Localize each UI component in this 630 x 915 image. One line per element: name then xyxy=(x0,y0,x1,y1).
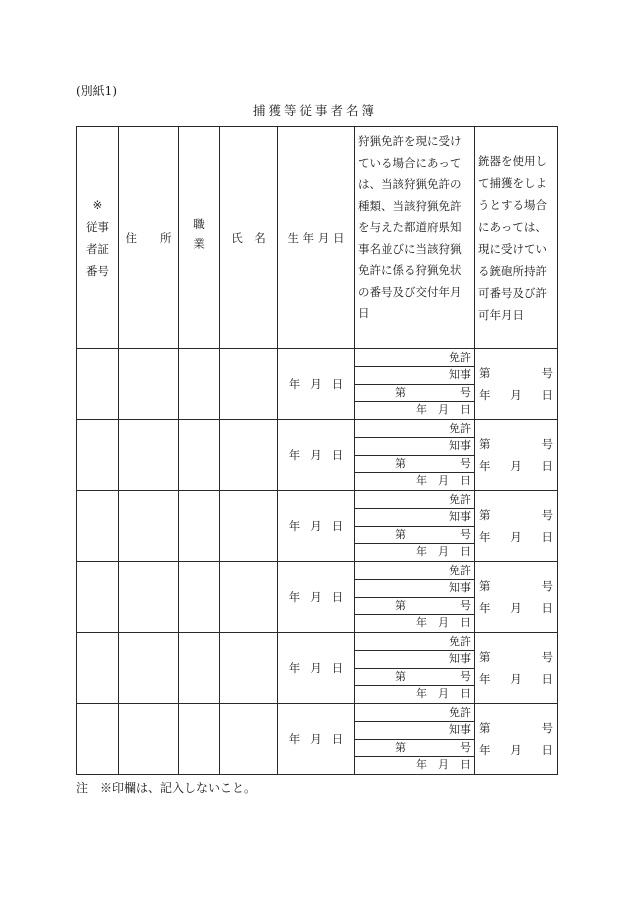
gun-date-day: 日 xyxy=(541,388,553,402)
license-number-suffix: 号 xyxy=(460,740,471,754)
dob-day: 日 xyxy=(331,590,344,604)
gl-line: 可番号及び許 xyxy=(478,285,547,300)
license-subtable xyxy=(355,705,474,774)
dob-day: 日 xyxy=(331,377,344,391)
gun-number xyxy=(479,717,553,739)
occupation-cell[interactable] xyxy=(179,349,220,420)
name-cell[interactable] xyxy=(220,491,278,562)
register-table xyxy=(76,126,558,775)
gun-date-day: 日 xyxy=(541,743,553,757)
license-subtable xyxy=(355,634,474,703)
license-number-prefix: 第 xyxy=(395,527,406,541)
license-number xyxy=(355,669,474,687)
hunting-license-cell[interactable] xyxy=(355,349,475,420)
gun-date xyxy=(479,455,553,477)
gl-line: て捕獲をしよ xyxy=(478,175,547,190)
name-cell[interactable] xyxy=(220,633,278,704)
license-kind: 免許 xyxy=(355,492,474,509)
dob-cell[interactable] xyxy=(278,562,355,633)
occupation-cell[interactable] xyxy=(179,633,220,704)
license-number xyxy=(355,598,474,616)
gun-date-day: 日 xyxy=(541,459,553,473)
mark-symbol: ※ xyxy=(92,197,103,212)
license-number-suffix: 号 xyxy=(460,527,471,541)
occupation-cell[interactable] xyxy=(179,491,220,562)
dob-month: 月 xyxy=(310,448,322,462)
license-number xyxy=(355,527,474,545)
license-date: 年 月 日 xyxy=(416,687,471,701)
table-row xyxy=(77,562,558,633)
license-number-prefix: 第 xyxy=(395,456,406,470)
license-kind: 免許 xyxy=(355,350,474,367)
id-number-cell[interactable] xyxy=(77,562,119,633)
gun-number-suffix: 号 xyxy=(541,721,553,735)
dob-cell[interactable] xyxy=(278,349,355,420)
hl-line: は、当該狩猟免許の xyxy=(358,177,462,191)
gun-number-prefix: 第 xyxy=(479,721,491,735)
id-line-1: 従事 xyxy=(86,219,109,234)
license-number-prefix: 第 xyxy=(395,669,406,683)
footnote: 注 ※印欄は、記入しないこと。 xyxy=(76,781,257,795)
gun-license-cell[interactable] xyxy=(475,349,558,420)
gl-line: る銃砲所持許 xyxy=(478,263,547,278)
license-number-prefix: 第 xyxy=(395,385,406,399)
dob-day: 日 xyxy=(331,661,344,675)
license-number xyxy=(355,740,474,758)
table-row xyxy=(77,349,558,420)
gun-number xyxy=(479,362,553,384)
gun-number-suffix: 号 xyxy=(541,508,553,522)
dob-month: 月 xyxy=(310,661,322,675)
dob-cell[interactable] xyxy=(278,420,355,491)
license-kind: 免許 xyxy=(355,634,474,651)
dob-year: 年 xyxy=(288,590,301,604)
gun-license-cell[interactable] xyxy=(475,562,558,633)
gun-date xyxy=(479,668,553,690)
table-row xyxy=(77,704,558,775)
gun-date-day: 日 xyxy=(541,601,553,615)
license-kind: 免許 xyxy=(355,705,474,722)
hunting-license-cell[interactable] xyxy=(355,420,475,491)
dob-year: 年 xyxy=(288,377,301,391)
gun-number-suffix: 号 xyxy=(541,437,553,451)
gun-number-prefix: 第 xyxy=(479,437,491,451)
license-governor: 知事 xyxy=(355,651,474,669)
gun-date-month: 月 xyxy=(510,530,522,544)
address-cell[interactable] xyxy=(119,420,179,491)
hl-line: を与えた都道府県知 xyxy=(358,220,462,234)
license-governor: 知事 xyxy=(355,509,474,527)
dob-year: 年 xyxy=(288,732,301,746)
dob-cell[interactable] xyxy=(278,704,355,775)
gun-license-cell[interactable] xyxy=(475,633,558,704)
gun-license-cell[interactable] xyxy=(475,491,558,562)
id-number-cell[interactable] xyxy=(77,704,119,775)
license-governor: 知事 xyxy=(355,580,474,598)
license-number xyxy=(355,456,474,474)
gun-number xyxy=(479,433,553,455)
license-subtable xyxy=(355,492,474,561)
table-row xyxy=(77,420,558,491)
gun-date xyxy=(479,384,553,406)
hunting-license-cell[interactable] xyxy=(355,491,475,562)
gun-number-prefix: 第 xyxy=(479,366,491,380)
hl-line: 事名並びに当該狩猟 xyxy=(358,241,462,256)
address-cell[interactable] xyxy=(119,633,179,704)
gun-date-year: 年 xyxy=(479,459,491,473)
dob-year: 年 xyxy=(288,448,301,462)
dob-month: 月 xyxy=(310,377,322,391)
dob-day: 日 xyxy=(331,519,344,533)
gun-date-day: 日 xyxy=(541,530,553,544)
occupation-cell[interactable] xyxy=(179,420,220,491)
id-line-3: 番号 xyxy=(86,263,109,278)
hl-line: 種類、当該狩猟免許 xyxy=(358,198,462,213)
gun-date-year: 年 xyxy=(479,601,491,615)
id-number-cell[interactable] xyxy=(77,633,119,704)
hunting-license-cell[interactable] xyxy=(355,633,475,704)
license-number-suffix: 号 xyxy=(460,598,471,612)
license-date: 年 月 日 xyxy=(416,758,471,772)
gun-number-prefix: 第 xyxy=(479,508,491,522)
license-date: 年 月 日 xyxy=(416,474,471,488)
dob-day: 日 xyxy=(331,448,344,462)
hunting-license-cell[interactable] xyxy=(355,562,475,633)
gun-date-month: 月 xyxy=(510,388,522,402)
id-line-2: 者証 xyxy=(86,241,109,256)
gun-date-month: 月 xyxy=(510,672,522,686)
id-number-cell[interactable] xyxy=(77,349,119,420)
hl-line: 免許に係る狩猟免状 xyxy=(358,263,462,277)
header-gun-license xyxy=(475,127,558,349)
gun-date xyxy=(479,739,553,761)
gun-number xyxy=(479,575,553,597)
license-date: 年 月 日 xyxy=(416,403,471,417)
hl-line: ている場合にあって xyxy=(358,155,462,170)
license-governor: 知事 xyxy=(355,722,474,740)
license-number-prefix: 第 xyxy=(395,598,406,612)
name-cell[interactable] xyxy=(220,704,278,775)
dob-day: 日 xyxy=(331,732,344,746)
license-number xyxy=(355,385,474,403)
table-row xyxy=(77,633,558,704)
license-number-suffix: 号 xyxy=(460,385,471,399)
gun-number-suffix: 号 xyxy=(541,650,553,664)
gun-date-year: 年 xyxy=(479,530,491,544)
header-id-number xyxy=(77,127,119,349)
license-governor: 知事 xyxy=(355,438,474,456)
address-cell[interactable] xyxy=(119,704,179,775)
hl-line: の番号及び交付年月 xyxy=(358,284,462,299)
page-title: 捕獲等従事者名簿 xyxy=(252,103,377,118)
dob-month: 月 xyxy=(310,732,322,746)
gl-line: 可年月日 xyxy=(478,307,524,322)
license-date: 年 月 日 xyxy=(416,545,471,559)
license-subtable xyxy=(355,421,474,490)
name-cell[interactable] xyxy=(220,420,278,491)
license-governor: 知事 xyxy=(355,367,474,385)
dob-month: 月 xyxy=(310,590,322,604)
header-row xyxy=(77,127,558,349)
gun-date-year: 年 xyxy=(479,388,491,402)
gun-date-year: 年 xyxy=(479,672,491,686)
hl-line: 日 xyxy=(358,306,370,320)
hunting-license-cell[interactable] xyxy=(355,704,475,775)
license-subtable xyxy=(355,563,474,632)
gun-date-day: 日 xyxy=(541,672,553,686)
gun-date xyxy=(479,597,553,619)
address-cell[interactable] xyxy=(119,491,179,562)
address-cell[interactable] xyxy=(119,562,179,633)
license-number-suffix: 号 xyxy=(460,669,471,683)
header-dob: 生 年 月 日 xyxy=(278,127,355,349)
dob-cell[interactable] xyxy=(278,633,355,704)
id-number-cell[interactable] xyxy=(77,420,119,491)
license-kind: 免許 xyxy=(355,421,474,438)
header-hunting-license xyxy=(355,127,475,349)
license-number-suffix: 号 xyxy=(460,456,471,470)
gun-date xyxy=(479,526,553,548)
gun-license-cell[interactable] xyxy=(475,420,558,491)
gun-number xyxy=(479,646,553,668)
license-number-prefix: 第 xyxy=(395,740,406,754)
gun-license-cell[interactable] xyxy=(475,704,558,775)
gl-line: にあっては、 xyxy=(478,219,547,234)
dob-cell[interactable] xyxy=(278,491,355,562)
gun-date-month: 月 xyxy=(510,743,522,757)
table-row xyxy=(77,491,558,562)
gl-line: 銃器を使用し xyxy=(478,153,547,168)
gl-line: うとする場合 xyxy=(478,197,547,212)
gun-number-suffix: 号 xyxy=(541,366,553,380)
dob-year: 年 xyxy=(288,661,301,675)
header-address: 住 所 xyxy=(119,127,179,349)
address-cell[interactable] xyxy=(119,349,179,420)
gun-date-month: 月 xyxy=(510,601,522,615)
gun-number xyxy=(479,504,553,526)
gun-date-year: 年 xyxy=(479,743,491,757)
license-subtable xyxy=(355,350,474,419)
header-occupation: 職業 xyxy=(179,127,220,349)
dob-month: 月 xyxy=(310,519,322,533)
occupation-cell[interactable] xyxy=(179,704,220,775)
id-number-cell[interactable] xyxy=(77,491,119,562)
gun-number-prefix: 第 xyxy=(479,579,491,593)
gun-number-prefix: 第 xyxy=(479,650,491,664)
header-name: 氏 名 xyxy=(220,127,278,349)
name-cell[interactable] xyxy=(220,562,278,633)
gun-date-month: 月 xyxy=(510,459,522,473)
occupation-cell[interactable] xyxy=(179,562,220,633)
gun-number-suffix: 号 xyxy=(541,579,553,593)
license-kind: 免許 xyxy=(355,563,474,580)
dob-year: 年 xyxy=(288,519,301,533)
name-cell[interactable] xyxy=(220,349,278,420)
hl-line: 狩猟免許を現に受け xyxy=(358,134,462,148)
gl-line: 現に受けてい xyxy=(478,241,547,256)
license-date: 年 月 日 xyxy=(416,616,471,630)
attachment-label: (別紙1) xyxy=(76,84,117,98)
